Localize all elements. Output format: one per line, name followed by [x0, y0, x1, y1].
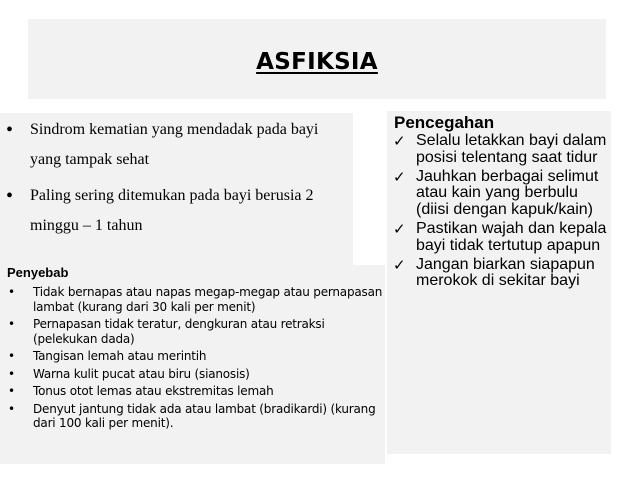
- checkmark-icon: ✓: [393, 167, 406, 186]
- list-item: [387, 257, 611, 291]
- intro-panel: [0, 113, 353, 267]
- bullet-icon: •: [8, 349, 15, 363]
- list-item: [387, 169, 611, 219]
- list-item: [0, 317, 385, 346]
- intro-point-text: Sindrom kematian yang mendadak pada bayi yang tampak sehat: [30, 121, 319, 168]
- penyebab-item-text: Warna kulit pucat atau biru (sianosis): [33, 366, 250, 381]
- penyebab-item-text: Pernapasan tidak teratur, dengkuran atau retraksi (pelekukan dada): [33, 317, 325, 346]
- bullet-icon: •: [8, 366, 15, 381]
- pencegahan-list: [387, 133, 611, 292]
- list-item: [0, 285, 385, 314]
- slide-title: ASFIKSIA: [256, 49, 378, 75]
- checkmark-icon: ✓: [393, 132, 406, 150]
- intro-point-text: Paling sering ditemukan pada bayi berusia 2 minggu – 1 tahun: [30, 187, 314, 234]
- penyebab-title: Penyebab: [7, 265, 69, 280]
- list-item: [0, 349, 385, 364]
- list-item: [0, 367, 385, 382]
- pencegahan-item-text: Jauhkan berbagai selimut atau kain yang berbulu (diisi dengan kapuk/kain): [416, 167, 599, 219]
- list-item: [387, 133, 611, 167]
- bullet-icon: •: [8, 401, 15, 416]
- bullet-icon: •: [8, 317, 15, 331]
- title-band: [28, 19, 606, 99]
- list-item: [0, 402, 385, 431]
- pencegahan-title: Pencegahan: [394, 113, 495, 132]
- penyebab-item-text: Denyut jantung tidak ada atau lambat (bradikardi) (kurang dari 100 kali per menit).: [33, 401, 376, 430]
- penyebab-item-text: Tonus otot lemas atau ekstremitas lemah: [33, 384, 274, 398]
- penyebab-panel: [0, 265, 385, 464]
- pencegahan-item-text: Selalu letakkan bayi dalam posisi telentang saat tidur: [416, 132, 607, 166]
- list-item: [0, 181, 353, 241]
- penyebab-item-text: Tangisan lemah atau merintih: [33, 349, 207, 363]
- bullet-icon: •: [6, 185, 14, 207]
- list-item: [0, 384, 385, 399]
- checkmark-icon: ✓: [393, 255, 406, 274]
- bullet-icon: •: [8, 285, 15, 299]
- bullet-icon: •: [6, 119, 14, 141]
- bullet-icon: •: [8, 384, 15, 398]
- intro-list: [0, 115, 353, 241]
- penyebab-item-text: Tidak bernapas atau napas megap-megap atau pernapasan lambat (kurang dari 30 kali per menit): [33, 285, 383, 314]
- penyebab-list: [0, 285, 385, 434]
- pencegahan-item-text: Jangan biarkan siapapun merokok di sekitar bayi: [416, 255, 595, 290]
- pencegahan-item-text: Pastikan wajah dan kepala bayi tidak tertutup apapun: [416, 219, 607, 254]
- list-item: [387, 221, 611, 255]
- pencegahan-panel: [387, 111, 611, 454]
- list-item: [0, 115, 353, 175]
- checkmark-icon: ✓: [393, 219, 406, 238]
